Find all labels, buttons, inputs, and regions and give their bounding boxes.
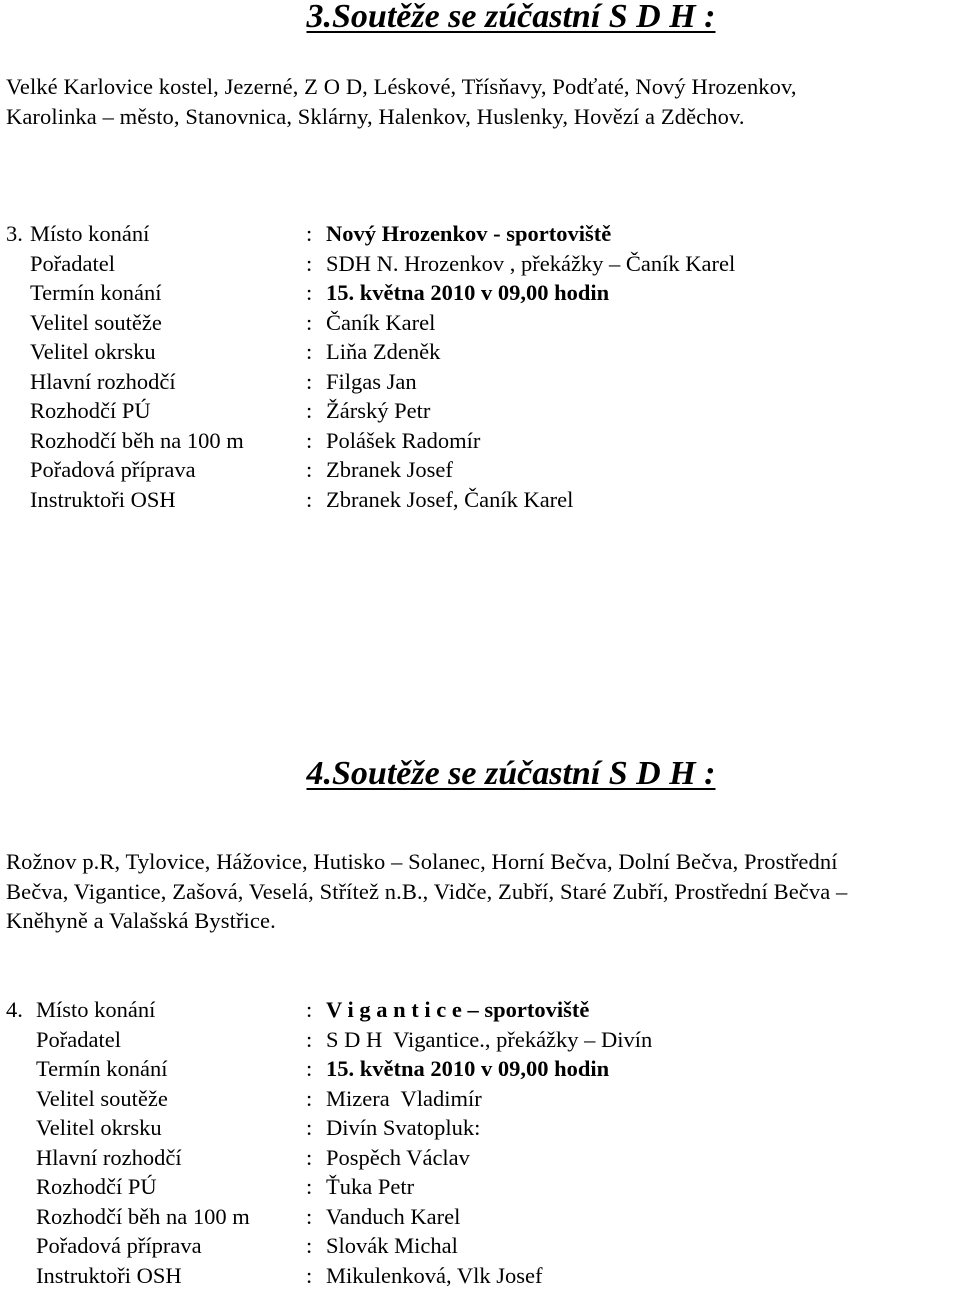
detail-row	[0, 367, 960, 397]
detail-value: Zbranek Josef, Čaník Karel	[326, 485, 573, 515]
detail-colon: :	[306, 1172, 312, 1202]
detail-label: Rozhodčí PÚ	[36, 1172, 157, 1202]
detail-row	[0, 1231, 960, 1261]
detail-value: 15. května 2010 v 09,00 hodin	[326, 1054, 609, 1084]
detail-row	[0, 426, 960, 456]
detail-colon: :	[306, 1231, 312, 1261]
detail-value: Žárský Petr	[326, 396, 430, 426]
detail-label: Místo konání	[30, 219, 149, 249]
detail-label: Velitel soutěže	[36, 1084, 168, 1114]
section-number: 4.	[6, 995, 23, 1025]
detail-label: Hlavní rozhodčí	[30, 367, 176, 397]
detail-value: V i g a n t i c e – sportoviště	[326, 995, 589, 1025]
detail-value: Čaník Karel	[326, 308, 435, 338]
detail-colon: :	[306, 249, 312, 279]
detail-label: Pořadatel	[30, 249, 115, 279]
detail-value: Liňa Zdeněk	[326, 337, 440, 367]
detail-colon: :	[306, 1113, 312, 1143]
detail-value: Filgas Jan	[326, 367, 417, 397]
detail-row	[0, 1054, 960, 1084]
detail-row	[0, 1113, 960, 1143]
detail-colon: :	[306, 995, 312, 1025]
section-3-heading: 3.Soutěže se zúčastní S D H :	[0, 0, 960, 34]
detail-value: SDH N. Hrozenkov , překážky – Čaník Karel	[326, 249, 735, 279]
detail-label: Instruktoři OSH	[30, 485, 176, 515]
detail-colon: :	[306, 1202, 312, 1232]
detail-row	[0, 278, 960, 308]
detail-value: Divín Svatopluk:	[326, 1113, 480, 1143]
detail-value: Zbranek Josef	[326, 455, 453, 485]
detail-colon: :	[306, 337, 312, 367]
detail-value: Mikulenková, Vlk Josef	[326, 1261, 542, 1290]
detail-label: Místo konání	[36, 995, 155, 1025]
detail-value: Pospěch Václav	[326, 1143, 470, 1173]
detail-row	[0, 1202, 960, 1232]
detail-colon: :	[306, 367, 312, 397]
detail-colon: :	[306, 1261, 312, 1290]
detail-row	[0, 455, 960, 485]
detail-label: Rozhodčí běh na 100 m	[30, 426, 244, 456]
detail-row	[0, 219, 960, 249]
detail-colon: :	[306, 308, 312, 338]
detail-colon: :	[306, 455, 312, 485]
detail-colon: :	[306, 485, 312, 515]
detail-value: Mizera Vladimír	[326, 1084, 482, 1114]
detail-label: Rozhodčí běh na 100 m	[36, 1202, 250, 1232]
detail-colon: :	[306, 219, 312, 249]
detail-value: Polášek Radomír	[326, 426, 480, 456]
detail-colon: :	[306, 426, 312, 456]
detail-row	[0, 1143, 960, 1173]
detail-label: Velitel soutěže	[30, 308, 162, 338]
section-4-heading: 4.Soutěže se zúčastní S D H :	[0, 757, 960, 791]
participants-line: Karolinka – město, Stanovnica, Sklárny, Halenkov, Huslenky, Hovězí a Zděchov.	[6, 102, 956, 132]
detail-label: Velitel okrsku	[30, 337, 156, 367]
detail-label: Velitel okrsku	[36, 1113, 162, 1143]
detail-label: Termín konání	[30, 278, 162, 308]
detail-row	[0, 1261, 960, 1290]
participants-line: Rožnov p.R, Tylovice, Hážovice, Hutisko – Solanec, Horní Bečva, Dolní Bečva, Prostřední	[6, 847, 956, 877]
detail-value: S D H Vigantice., překážky – Divín	[326, 1025, 652, 1055]
section-4-participants	[6, 847, 956, 936]
detail-label: Termín konání	[36, 1054, 168, 1084]
detail-row	[0, 1172, 960, 1202]
detail-row	[0, 396, 960, 426]
detail-label: Pořadová příprava	[30, 455, 196, 485]
detail-value: Vanduch Karel	[326, 1202, 460, 1232]
section-3-participants	[6, 72, 956, 131]
detail-row	[0, 1084, 960, 1114]
detail-value: 15. května 2010 v 09,00 hodin	[326, 278, 609, 308]
detail-row	[0, 249, 960, 279]
detail-label: Rozhodčí PÚ	[30, 396, 151, 426]
detail-value: Slovák Michal	[326, 1231, 458, 1261]
participants-line: Kněhyně a Valašská Bystřice.	[6, 906, 956, 936]
detail-colon: :	[306, 1054, 312, 1084]
detail-row	[0, 485, 960, 515]
detail-row	[0, 1025, 960, 1055]
detail-colon: :	[306, 1025, 312, 1055]
detail-row	[0, 995, 960, 1025]
detail-colon: :	[306, 1084, 312, 1114]
section-number: 3.	[6, 219, 23, 249]
participants-line: Velké Karlovice kostel, Jezerné, Z O D, Léskové, Třísňavy, Podťaté, Nový Hrozenkov,	[6, 72, 956, 102]
detail-label: Pořadatel	[36, 1025, 121, 1055]
detail-label: Pořadová příprava	[36, 1231, 202, 1261]
detail-value: Ťuka Petr	[326, 1172, 414, 1202]
detail-value: Nový Hrozenkov - sportoviště	[326, 219, 611, 249]
detail-label: Hlavní rozhodčí	[36, 1143, 182, 1173]
detail-row	[0, 337, 960, 367]
detail-colon: :	[306, 1143, 312, 1173]
participants-line: Bečva, Vigantice, Zašová, Veselá, Střítež n.B., Vidče, Zubří, Staré Zubří, Prostřední Bečva –	[6, 877, 956, 907]
detail-colon: :	[306, 278, 312, 308]
detail-label: Instruktoři OSH	[36, 1261, 182, 1290]
detail-row	[0, 308, 960, 338]
detail-colon: :	[306, 396, 312, 426]
